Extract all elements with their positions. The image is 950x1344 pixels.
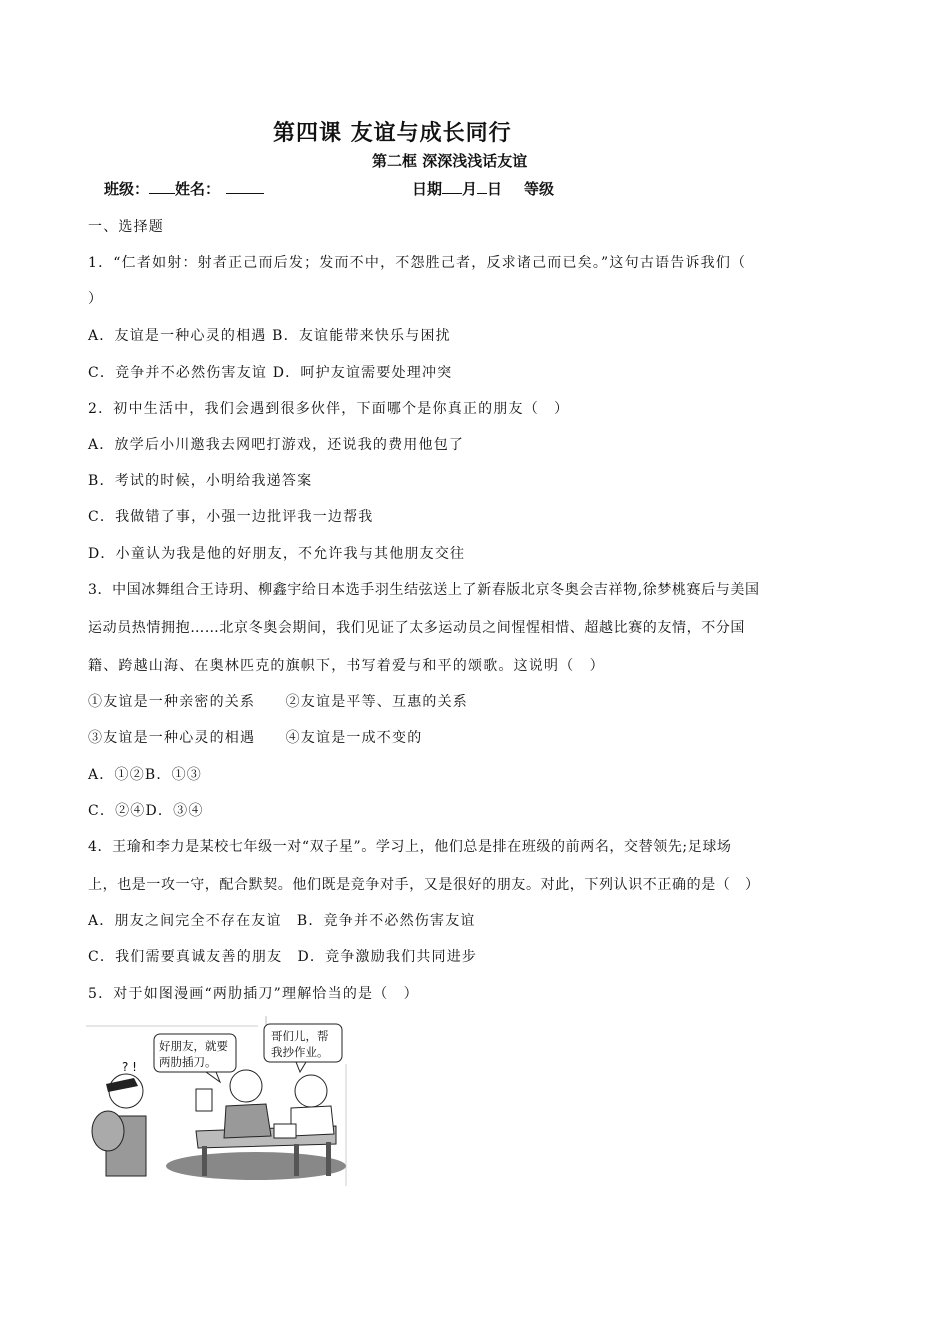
cartoon-bubble-left-line-2: 两肋插刀。 bbox=[159, 1055, 217, 1069]
question-3-options-ab: A．①②B．①③ bbox=[88, 767, 202, 783]
date-label: 日期 bbox=[412, 180, 443, 198]
question-4-line-1: 4．王瑜和李力是某校七年级一对“双子星”。学习上，他们总是排在班级的前两名，交替领先;足球场 bbox=[88, 839, 732, 855]
question-3-options-cd: C．②④D．③④ bbox=[88, 803, 204, 819]
question-3-line-2: 运动员热情拥抱……北京冬奥会期间，我们见证了太多运动员之间惺惺相惜、超越比赛的友情，不分国 bbox=[88, 620, 745, 636]
cartoon-bubble-right-line-2: 我抄作业。 bbox=[271, 1045, 329, 1059]
cartoon-bubble-right-line-1: 哥们儿，帮 bbox=[271, 1029, 329, 1043]
question-2-stem: 2．初中生活中，我们会遇到很多伙伴，下面哪个是你真正的朋友（ ） bbox=[88, 401, 570, 417]
class-label: 班级： bbox=[104, 180, 150, 198]
day-label: 日 bbox=[487, 180, 503, 198]
cartoon-bubble-left-line-1: 好朋友，就要 bbox=[159, 1039, 228, 1053]
page-subtitle: 第二框 深深浅浅话友谊 bbox=[372, 152, 528, 170]
question-3-line-3: 籍、跨越山海、在奥林匹克的旗帜下，书写着爱与和平的颂歌。这说明（ ） bbox=[88, 658, 605, 674]
section-title: 一、选择题 bbox=[88, 219, 164, 235]
name-label: 姓名： bbox=[175, 180, 221, 198]
name-blank[interactable] bbox=[226, 179, 264, 194]
class-blank[interactable] bbox=[149, 179, 175, 194]
cartoon-image bbox=[86, 1016, 354, 1186]
student-info bbox=[104, 178, 264, 199]
page-title: 第四课 友谊与成长同行 bbox=[273, 120, 512, 146]
question-1-options-ab: A．友谊是一种心灵的相遇 B．友谊能带来快乐与困扰 bbox=[88, 328, 451, 344]
question-4-options-ab: A．朋友之间完全不存在友谊 B．竞争并不必然伤害友谊 bbox=[88, 913, 476, 929]
question-2-option-b: B．考试的时候，小明给我递答案 bbox=[88, 473, 313, 489]
question-1-line-2: ） bbox=[88, 291, 104, 307]
question-3-line-1: 3．中国冰舞组合王诗玥、柳鑫宇给日本选手羽生结弦送上了新春版北京冬奥会吉祥物,徐梦桃赛后与美国 bbox=[88, 582, 760, 598]
question-2-option-c: C．我做错了事，小强一边批评我一边帮我 bbox=[88, 509, 374, 525]
question-1-line-1: 1．“仁者如射：射者正己而后发；发而不中，不怨胜己者，反求诸己而已矣。”这句古语告诉我们（ bbox=[88, 255, 747, 271]
cartoon-marks: ? ! bbox=[122, 1060, 137, 1074]
question-4-options-cd: C．我们需要真诚友善的朋友 D．竞争激励我们共同进步 bbox=[88, 949, 478, 965]
date-info bbox=[412, 178, 554, 199]
question-2-option-d: D．小童认为我是他的好朋友，不允许我与其他朋友交往 bbox=[88, 546, 466, 562]
question-5-stem: 5．对于如图漫画“两肋插刀”理解恰当的是（ ） bbox=[88, 986, 419, 1002]
question-4-line-2: 上，也是一攻一守，配合默契。他们既是竞争对手，又是很好的朋友。对此，下列认识不正确的是（ ） bbox=[88, 877, 760, 893]
question-2-option-a: A．放学后小川邀我去网吧打游戏，还说我的费用他包了 bbox=[88, 437, 465, 453]
day-blank[interactable] bbox=[477, 179, 487, 194]
question-3-statements-12: ①友谊是一种亲密的关系 ②友谊是平等、互惠的关系 bbox=[88, 694, 468, 710]
month-label: 月 bbox=[462, 180, 478, 198]
question-3-statements-34: ③友谊是一种心灵的相遇 ④友谊是一成不变的 bbox=[88, 730, 423, 746]
grade-label: 等级 bbox=[524, 180, 555, 198]
question-1-options-cd: C．竞争并不必然伤害友谊 D．呵护友谊需要处理冲突 bbox=[88, 365, 453, 381]
month-blank[interactable] bbox=[442, 179, 462, 194]
